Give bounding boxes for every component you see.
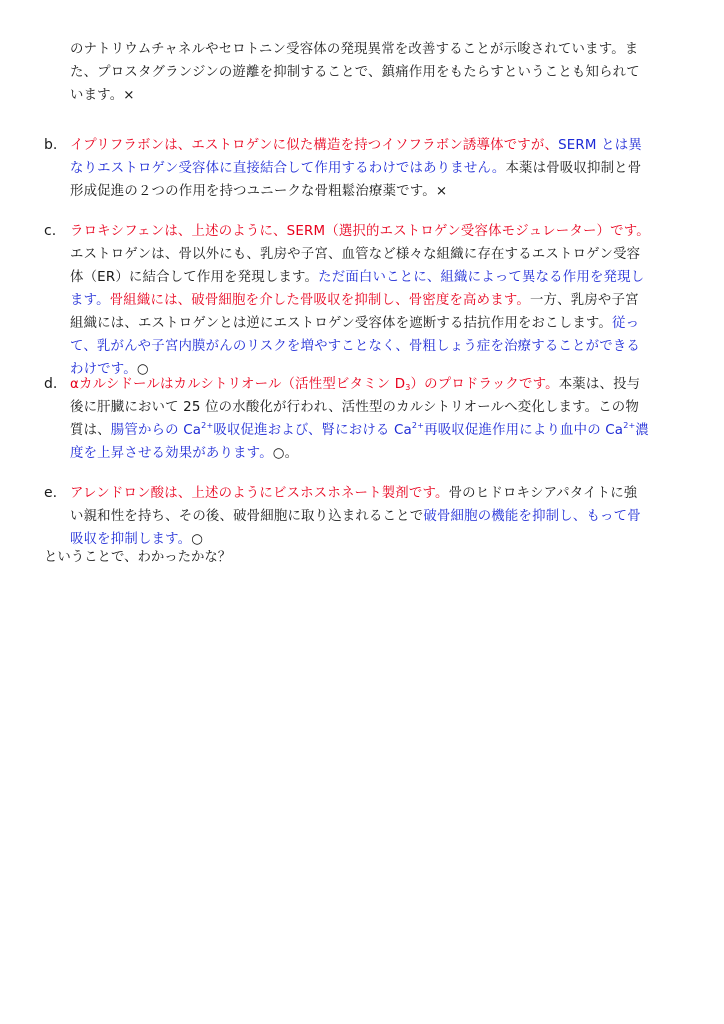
text-segment: ）のプロドラックです。 — [410, 377, 559, 392]
text-segment: 吸収を抑制します。 — [70, 532, 192, 547]
text-line — [70, 482, 690, 505]
item-marker: d. — [44, 376, 58, 392]
text-line — [70, 396, 690, 419]
text-segment: 再吸収促進作用により血中の Ca — [424, 423, 624, 438]
text-line — [70, 84, 690, 107]
text-segment: 後に肝臓において 25 位の水酸化が行われ、活性型のカルシトリオールへ変化します。この物 — [70, 400, 639, 415]
text-segment: 腸管からの Ca — [110, 423, 202, 438]
text-segment: 濃 — [635, 423, 650, 438]
text-segment: イプリフラボンは、エストロゲンに似た構造を持つイソフラボン誘導体ですが、 — [70, 138, 559, 153]
text-segment: アレンドロン酸は、上述のようにビスホスホネート製剤です。 — [70, 486, 449, 501]
text-segment: 従っ — [612, 316, 640, 331]
text-segment: 吸収促進および、腎における Ca — [213, 423, 412, 438]
text-segment: αカルシドールはカルシトリオール（活性型ビタミン D — [70, 377, 406, 392]
text-segment: た、プロスタグランジンの遊離を抑制することで、鎮痛作用をもたらすということも知られて — [70, 65, 640, 80]
text-segment: い親和性を持ち、その後、破骨細胞に取り込まれることで — [70, 509, 424, 524]
text-segment: 骨のヒドロキシアパタイトに強 — [448, 486, 638, 501]
text-segment: ます。 — [70, 293, 110, 308]
text-line — [70, 134, 690, 157]
text-segment: ○ — [191, 532, 204, 547]
text-segment: のナトリウムチャネルやセロトニン受容体の発現異常を改善することが示唆されています。ま — [70, 42, 639, 57]
text-line — [70, 373, 690, 396]
text-segment: ○。 — [272, 446, 299, 461]
superscript-segment: 2+ — [623, 421, 636, 430]
text-line — [70, 335, 690, 358]
text-line — [70, 289, 690, 312]
text-line — [70, 442, 690, 465]
subscript-segment: 3 — [405, 383, 411, 392]
text-line — [70, 220, 690, 243]
text-segment: 一方、乳房や子宮 — [529, 293, 639, 308]
text-segment: て、乳がんや子宮内膜がんのリスクを増やすことなく、骨粗しょう症を治療することができる — [70, 339, 640, 354]
text-line — [70, 243, 690, 266]
closing-remark: ということで、わかったかな？ — [44, 550, 232, 565]
text-segment: 体（ER）に結合して作用を発現します。 — [70, 270, 319, 285]
text-line — [70, 505, 690, 528]
text-segment: エストロゲンは、骨以外にも、乳房や子宮、血管など様々な組織に存在するエストロゲン受容 — [70, 247, 641, 262]
superscript-segment: 2+ — [411, 421, 425, 430]
text-line — [70, 266, 690, 289]
item-body — [70, 373, 690, 465]
text-segment: ラロキシフェンは、上述のように、SERM（選択的エストロゲン受容体モジュレーター）です。 — [70, 224, 650, 239]
text-segment: なりエストロゲン受容体に直接結合して作用するわけではありません。 — [70, 161, 506, 176]
item-body — [70, 220, 690, 381]
text-line — [70, 180, 690, 203]
text-segment: ただ面白いことに、組織によって異なる作用を発現し — [318, 270, 645, 285]
text-segment: 本薬は、投与 — [558, 377, 641, 392]
text-segment: SERM とは異 — [558, 138, 642, 153]
text-line — [70, 61, 690, 84]
text-segment: 破骨細胞の機能を抑制し、もって骨 — [423, 509, 641, 524]
text-line — [70, 312, 690, 335]
item-body — [70, 134, 690, 203]
text-line — [70, 38, 690, 61]
text-segment: います。× — [70, 88, 135, 103]
item-marker: b. — [44, 137, 58, 153]
text-segment: 形成促進の２つの作用を持つユニークな骨粗鬆治療薬です。× — [70, 184, 448, 199]
text-line — [70, 157, 690, 180]
superscript-segment: 2+ — [201, 421, 214, 430]
intro-paragraph-body — [70, 38, 690, 107]
text-segment: わけです。 — [70, 362, 137, 377]
item-marker: e. — [44, 485, 58, 501]
text-segment: 質は、 — [70, 423, 111, 438]
text-segment: 組織には、エストロゲンとは逆にエストロゲン受容体を遮断する拮抗作用をおこします。 — [70, 316, 613, 331]
item-body — [70, 482, 690, 551]
text-segment: ○ — [136, 362, 149, 377]
text-segment: 度を上昇させる効果があります。 — [70, 446, 273, 461]
text-line — [70, 419, 690, 442]
item-marker: c. — [44, 223, 57, 239]
text-segment: 骨組織には、破骨細胞を介した骨吸収を抑制し、骨密度を高めます。 — [109, 293, 530, 308]
text-segment: 本薬は骨吸収抑制と骨 — [505, 161, 642, 176]
